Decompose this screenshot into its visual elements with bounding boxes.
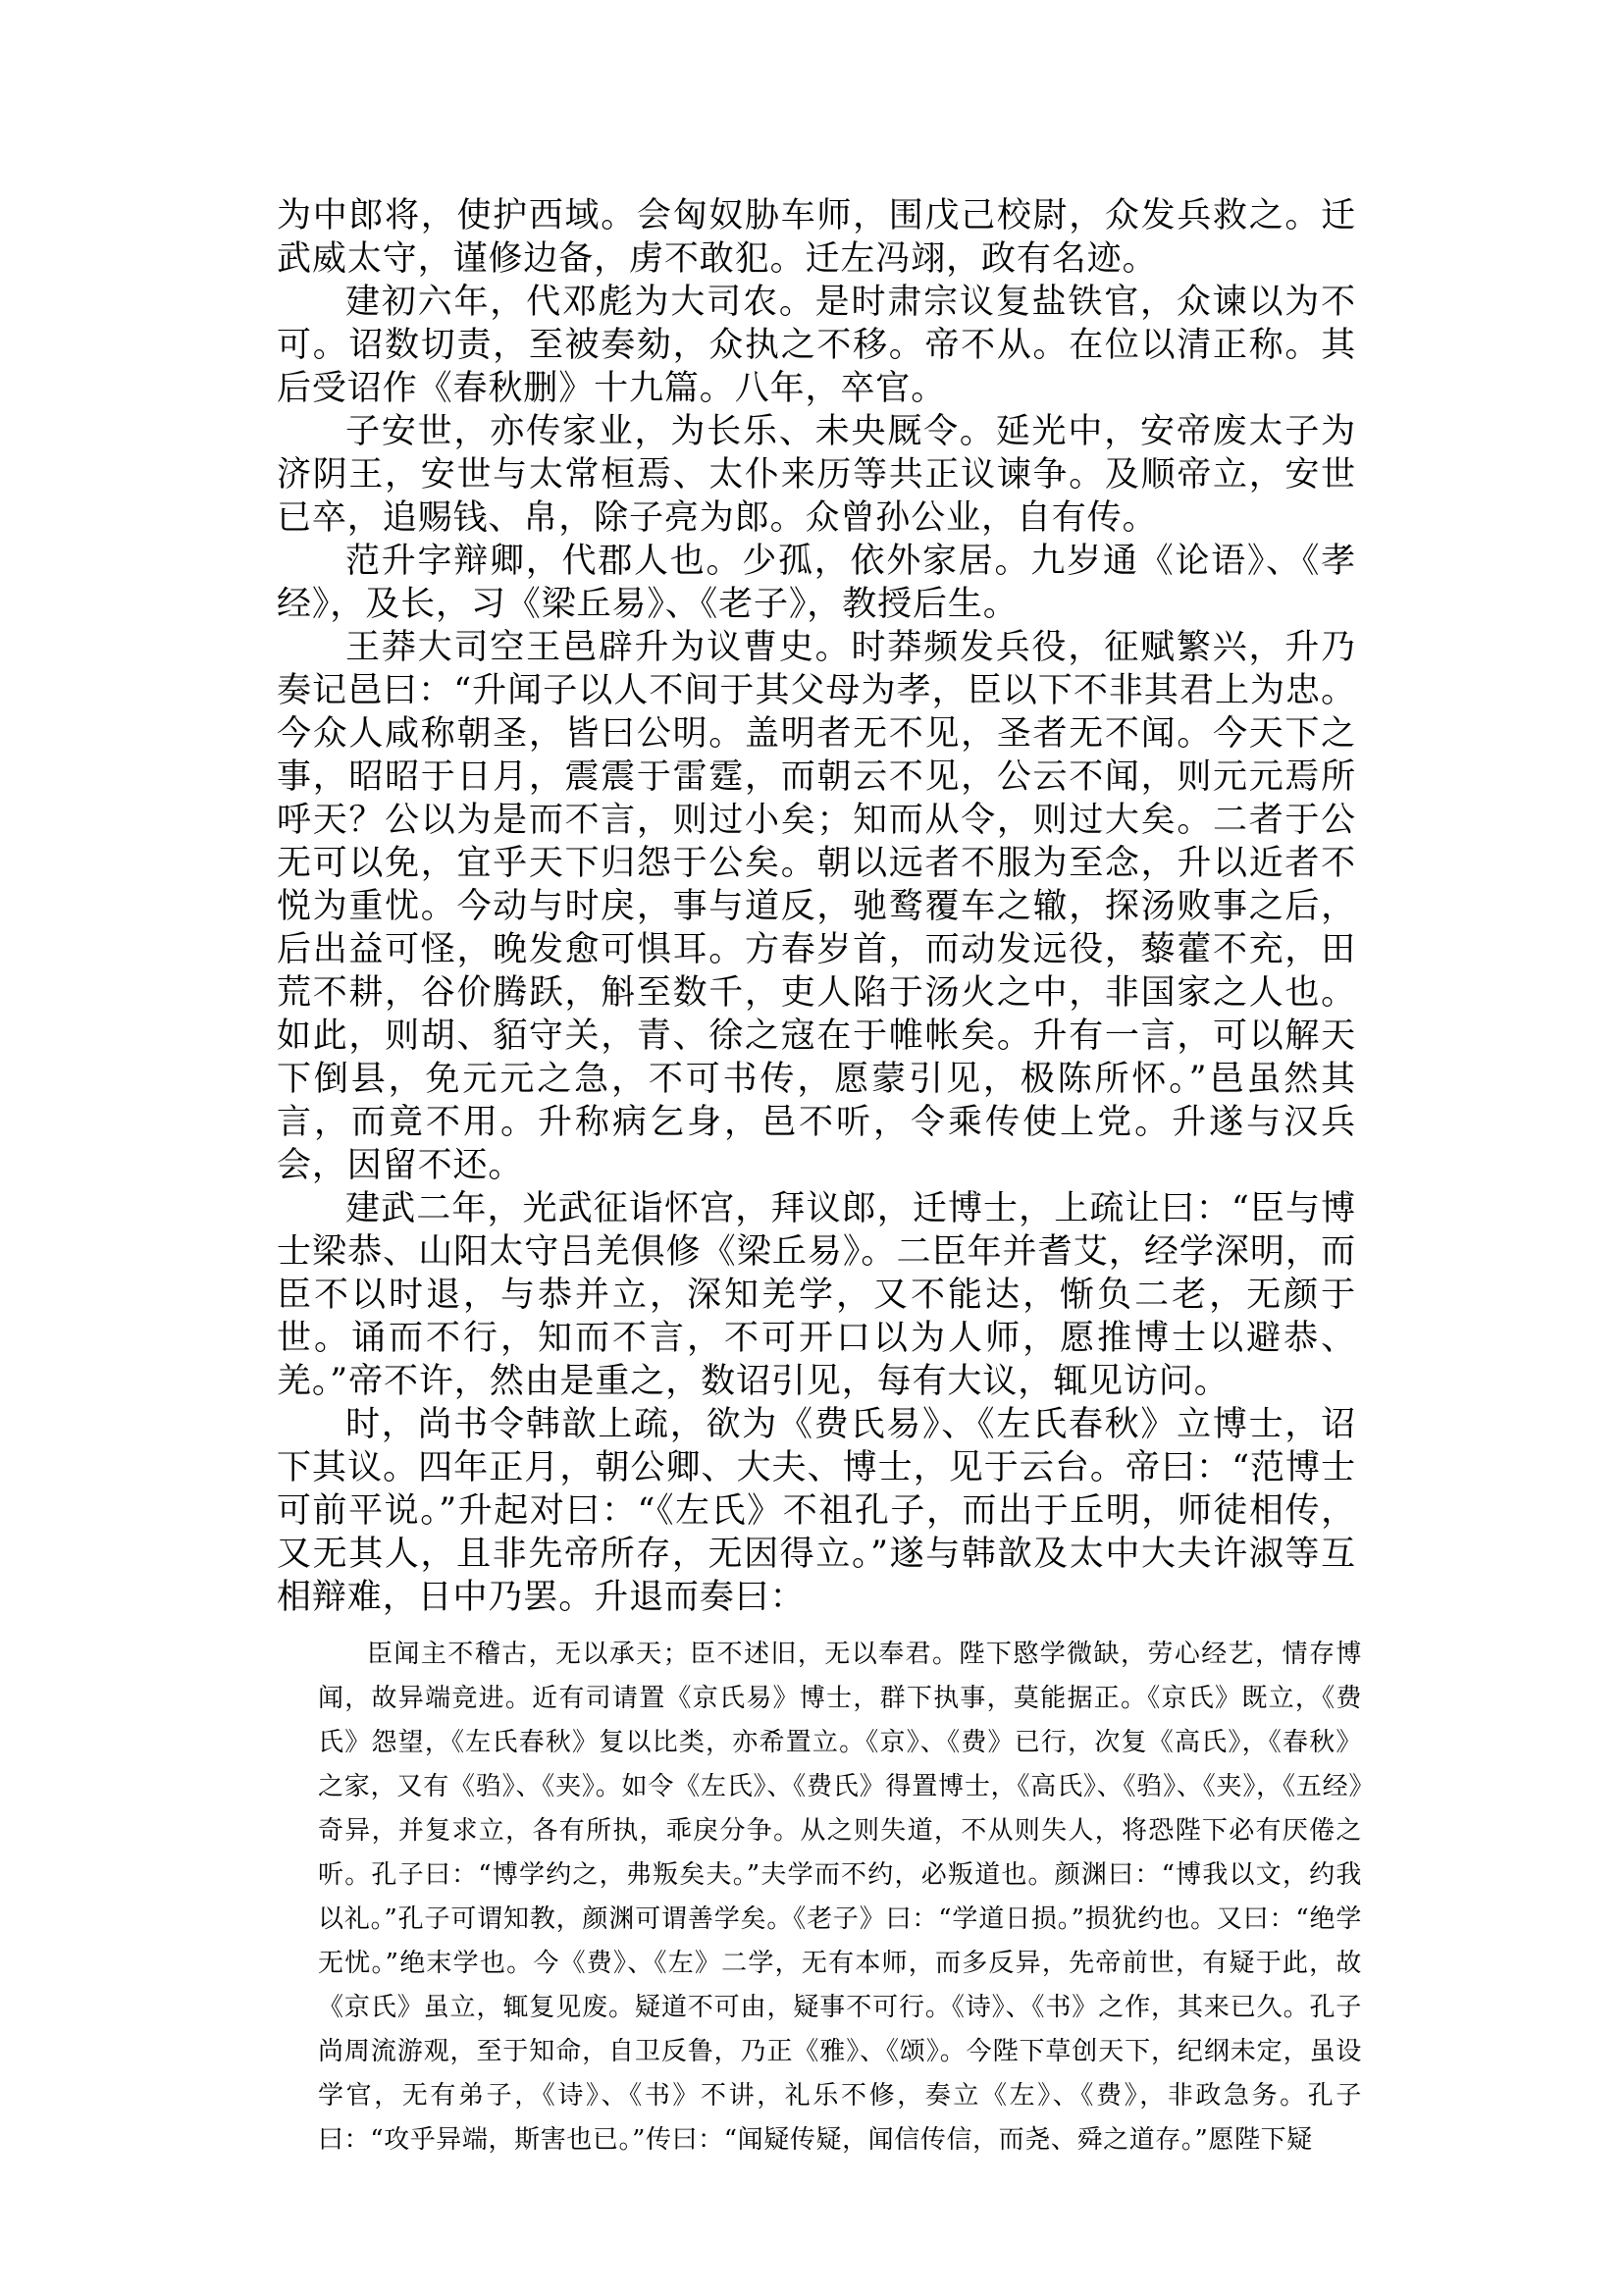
memorial-quote: 臣闻主不稽古，无以承天；臣不述旧，无以奉君。陛下愍学微缺，劳心经艺，情存博闻，故异端竞进。近有司请置《京氏易》博士，群下执事，莫能据正。《京氏》既立，《费氏》怨望，《左氏春秋》复以比类，亦希置立。《京》、《费》已行，次复《高氏》，《春秋》之家，又有《驺》、《夹》。如令《左氏》、《费氏》得置博士，《高氏》、《驺》、《夹》，《五经》奇异，并复求立，各有所执，乖戾分争。从之则失道，不从则失人，将恐陛下必有厌倦之听。孔子曰：“博学约之，弗叛矣夫。”夫学而不约，必叛道也。颜渊曰：“博我以文，约我以礼。”孔子可谓知教，颜渊可谓善学矣。《老子》曰：“学道日损。”损犹约也。又曰：“绝学无忧。”绝末学也。今《费》、《左》二学，无有本师，而多反异，先帝前世，有疑于此，故《京氏》虽立，辄复见废。疑道不可由，疑事不可行。《诗》、《书》之作，其来已久。孔子尚周流游观，至于知命，自卫反鲁，乃正《雅》、《颂》。今陛下草创天下，纪纲未定，虽设学官，无有弟子，《诗》、《书》不讲，礼乐不修，奏立《左》、《费》，非政急务。孔子曰：“攻乎异端，斯害也已。”传曰：“闻疑传疑，闻信传信，而尧、舜之道存。”愿陛下疑 bbox=[318, 1640, 1362, 2155]
paragraph: 为中郎将，使护西域。会匈奴胁车师，围戊己校尉，众发兵救之。迁武威太守，谨修边备，虏不敢犯。迁左冯翊，政有名迹。 bbox=[277, 196, 1356, 279]
paragraph: 王莽大司空王邑辟升为议曹史。时莽频发兵役，征赋繁兴，升乃奏记邑曰：“升闻子以人不间于其父母为孝，臣以下不非其君上为忠。今众人咸称朝圣，皆曰公明。盖明者无不见，圣者无不闻。今天下之事，昭昭于日月，震震于雷霆，而朝云不见，公云不闻，则元元焉所呼天？公以为是而不言，则过小矣；知而从令，则过大矣。二者于公无可以免，宜乎天下归怨于公矣。朝以远者不服为至念，升以近者不悦为重忧。今动与时戾，事与道反，驰鹜覆车之辙，探汤败事之后，后出益可怪，晚发愈可惧耳。方春岁首，而动发远役，藜藿不充，田荒不耕，谷价腾跃，斛至数千，吏人陷于汤火之中，非国家之人也。如此，则胡、貊守关，青、徐之寇在于帷帐矣。升有一言，可以解天下倒县，免元元之急，不可书传，愿蒙引见，极陈所怀。”邑虽然其言，而竟不用。升称病乞身，邑不听，令乘传使上党。升遂与汉兵会，因留不还。 bbox=[277, 628, 1356, 1185]
paragraph: 范升字辩卿，代郡人也。少孤，依外家居。九岁通《论语》、《孝经》，及长，习《梁丘易》、《老子》，教授后生。 bbox=[277, 542, 1356, 624]
paragraph: 建初六年，代邓彪为大司农。是时肃宗议复盐铁官，众谏以为不可。诏数切责，至被奏劾，众执之不移。帝不从。在位以清正称。其后受诏作《春秋删》十九篇。八年，卒官。 bbox=[277, 283, 1356, 408]
paragraph: 建武二年，光武征诣怀宫，拜议郎，迁博士，上疏让曰：“臣与博士梁恭、山阳太守吕羌俱修《梁丘易》。二臣年并耆艾，经学深明，而臣不以时退，与恭并立，深知羌学，又不能达，惭负二老，无颜于世。诵而不行，知而不言，不可开口以为人师，愿推博士以避恭、羌。”帝不许，然由是重之，数诏引见，每有大议，辄见访问。 bbox=[277, 1189, 1356, 1401]
main-text bbox=[277, 194, 1356, 1619]
paragraph: 时，尚书令韩歆上疏，欲为《费氏易》、《左氏春秋》立博士，诏下其议。四年正月，朝公卿、大夫、博士，见于云台。帝曰：“范博士可前平说。”升起对曰：“《左氏》不祖孔子，而出于丘明，师徒相传，又无其人，且非先帝所存，无因得立。”遂与韩歆及太中大夫许淑等互相辩难，日中乃罢。升退而奏曰： bbox=[277, 1405, 1356, 1617]
paragraph: 子安世，亦传家业，为长乐、未央厩令。延光中，安帝废太子为济阴王，安世与太常桓焉、太仆来历等共正议谏争。及顺帝立，安世已卒，追赐钱、帛，除子亮为郎。众曾孙公业，自有传。 bbox=[277, 412, 1356, 538]
document-page bbox=[277, 194, 1362, 2163]
